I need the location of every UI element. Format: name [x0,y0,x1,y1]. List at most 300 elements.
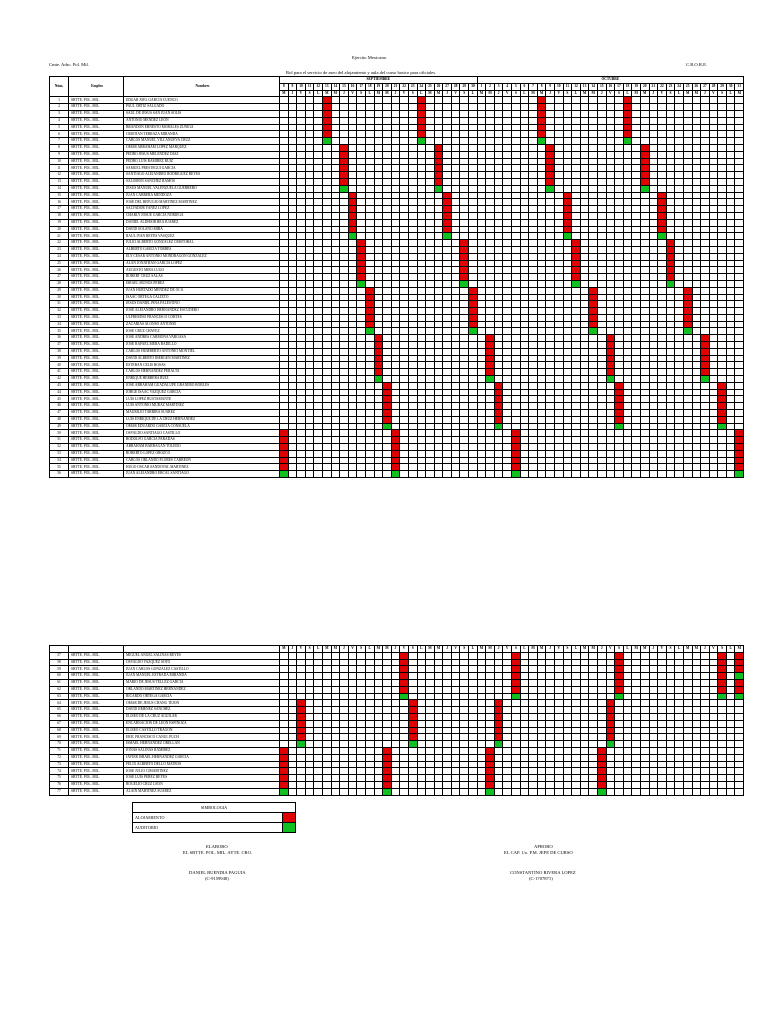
day-cell [477,444,486,451]
duty-cell-alojamiento [623,124,632,131]
day-cell [701,287,710,294]
day-cell [546,348,555,355]
day-cell [451,768,460,775]
day-cell [322,165,331,172]
duty-cell-alojamiento [391,450,400,457]
day-cell [486,117,495,124]
day-cell [529,416,538,423]
day-cell [400,403,409,410]
day-cell [288,138,297,145]
day-cell [529,342,538,349]
day-cell [649,97,658,104]
day-cell [477,165,486,172]
day-number-cell: 29 [460,83,469,90]
duty-cell-alojamiento [597,761,606,768]
day-cell [537,253,546,260]
day-cell [675,471,684,478]
duty-cell-alojamiento [391,430,400,437]
day-cell [529,471,538,478]
day-cell [692,666,701,673]
day-cell [426,165,435,172]
duty-cell-auditorio [615,693,624,700]
day-cell [726,768,735,775]
day-cell [340,328,349,335]
day-cell [640,673,649,680]
day-cell [615,151,624,158]
day-cell [658,727,667,734]
duty-cell-alojamiento [563,219,572,226]
day-cell [572,754,581,761]
day-cell [288,321,297,328]
duty-cell-auditorio [546,185,555,192]
day-cell [580,151,589,158]
day-cell [305,335,314,342]
day-cell [348,781,357,788]
day-cell [503,138,512,145]
day-cell [383,199,392,206]
day-cell [529,321,538,328]
day-cell [460,464,469,471]
day-cell [288,110,297,117]
day-cell [658,437,667,444]
day-cell [305,206,314,213]
day-cell [503,376,512,383]
row-name-cell: ORLANDO MARTINEZ HERNANDEZ [124,686,280,693]
row-number-cell: 15 [50,192,69,199]
day-cell [494,280,503,287]
day-cell [589,686,598,693]
day-cell [305,348,314,355]
day-cell [589,741,598,748]
duty-cell-alojamiento [486,754,495,761]
day-cell [357,321,366,328]
day-cell [408,666,417,673]
duty-cell-alojamiento [348,206,357,213]
day-cell [529,219,538,226]
row-number-cell: 75 [50,775,69,782]
day-cell [314,240,323,247]
day-cell [417,686,426,693]
duty-cell-alojamiento [374,342,383,349]
weekday-cell: L [623,646,632,653]
day-cell [357,185,366,192]
day-cell [529,686,538,693]
day-cell [632,679,641,686]
day-cell [563,280,572,287]
day-cell [348,97,357,104]
day-cell [503,253,512,260]
day-cell [314,423,323,430]
day-number-cell: 26 [434,83,443,90]
day-cell [280,178,289,185]
day-cell [512,775,521,782]
day-cell [383,158,392,165]
row-number-cell: 64 [50,700,69,707]
day-cell [400,754,409,761]
day-cell [666,212,675,219]
day-cell [701,775,710,782]
sig-right-id: (C-1707871) [529,876,553,881]
table-row [50,97,744,104]
day-cell [322,172,331,179]
day-cell [701,444,710,451]
day-cell [683,416,692,423]
day-cell [580,314,589,321]
row-rank-cell: SBTTE. POL. MIL. [69,450,124,457]
legend-swatch-green [283,823,296,833]
day-cell [701,233,710,240]
day-cell [718,233,727,240]
day-cell [692,185,701,192]
day-cell [426,212,435,219]
day-cell [469,274,478,281]
day-cell [563,178,572,185]
day-cell [623,713,632,720]
day-cell [726,410,735,417]
day-cell [555,151,564,158]
day-cell [572,734,581,741]
day-cell [675,151,684,158]
day-cell [580,287,589,294]
day-cell [365,151,374,158]
day-cell [615,775,624,782]
row-number-cell: 3 [50,110,69,117]
day-cell [383,720,392,727]
day-cell [555,707,564,714]
day-cell [477,144,486,151]
day-cell [305,172,314,179]
day-cell [718,151,727,158]
duty-cell-alojamiento [735,686,744,693]
day-cell [305,471,314,478]
day-cell [408,673,417,680]
day-cell [555,246,564,253]
day-cell [649,679,658,686]
row-rank-cell: SBTTE. POL. MIL. [69,131,124,138]
day-cell [460,713,469,720]
day-cell [606,219,615,226]
day-cell [537,457,546,464]
day-cell [623,240,632,247]
day-cell [658,138,667,145]
weekday-cell: M [589,646,598,653]
day-cell [503,151,512,158]
duty-cell-alojamiento [718,416,727,423]
row-rank-cell: SBTTE. POL. MIL. [69,172,124,179]
day-cell [512,246,521,253]
day-cell [632,151,641,158]
day-cell [589,362,598,369]
day-cell [297,192,306,199]
day-cell [314,199,323,206]
day-cell [434,457,443,464]
day-cell [494,308,503,315]
day-cell [451,131,460,138]
day-cell [408,686,417,693]
day-cell [683,199,692,206]
duty-cell-alojamiento [701,369,710,376]
duty-cell-alojamiento [589,314,598,321]
day-cell [692,212,701,219]
day-cell [692,240,701,247]
day-cell [486,720,495,727]
duty-cell-alojamiento [374,355,383,362]
day-cell [305,246,314,253]
duty-cell-alojamiento [417,131,426,138]
header-emp-cell: Empleo [69,77,124,97]
table-row [50,416,744,423]
day-cell [503,457,512,464]
day-cell [417,280,426,287]
row-number-cell: 37 [50,342,69,349]
day-cell [469,679,478,686]
day-cell [555,450,564,457]
row-number-cell: 70 [50,741,69,748]
duty-cell-auditorio [563,233,572,240]
day-cell [494,294,503,301]
day-cell [683,410,692,417]
day-cell [434,110,443,117]
day-cell [460,131,469,138]
day-cell [314,437,323,444]
day-number-cell: 11 [563,83,572,90]
day-cell [408,274,417,281]
day-cell [494,104,503,111]
duty-cell-alojamiento [469,294,478,301]
day-cell [460,355,469,362]
day-cell [658,355,667,362]
day-cell [280,287,289,294]
day-cell [726,240,735,247]
day-cell [597,673,606,680]
day-cell [735,781,744,788]
weekday-cell: S [408,646,417,653]
day-cell [340,457,349,464]
day-cell [374,226,383,233]
day-cell [503,659,512,666]
day-cell [400,219,409,226]
day-cell [683,274,692,281]
day-cell [503,172,512,179]
row-name-cell: JOSE RAFAEL MERA BADILLO [124,342,280,349]
day-cell [726,437,735,444]
day-cell [494,652,503,659]
day-cell [512,403,521,410]
legend-swatch-red [283,813,296,823]
day-cell [580,301,589,308]
row-number-cell: 72 [50,754,69,761]
duty-cell-alojamiento [589,287,598,294]
day-cell [280,144,289,151]
day-cell [357,700,366,707]
day-cell [434,727,443,734]
day-cell [400,192,409,199]
day-cell [675,369,684,376]
row-number-cell: 68 [50,727,69,734]
table-row [50,117,744,124]
day-cell [555,362,564,369]
day-cell [400,260,409,267]
day-cell [417,707,426,714]
day-cell [623,761,632,768]
day-cell [666,110,675,117]
day-cell [451,788,460,795]
day-cell [426,185,435,192]
day-cell [503,382,512,389]
day-cell [374,206,383,213]
day-cell [305,410,314,417]
duty-cell-alojamiento [615,382,624,389]
day-cell [606,464,615,471]
day-cell [718,124,727,131]
day-cell [400,382,409,389]
weekday-cell: J [546,646,555,653]
day-cell [357,754,366,761]
day-cell [640,246,649,253]
row-rank-cell: SBTTE. POL. MIL. [69,260,124,267]
day-cell [623,693,632,700]
day-cell [563,314,572,321]
day-cell [555,280,564,287]
weekday-cell: J [649,646,658,653]
day-cell [537,144,546,151]
day-cell [563,342,572,349]
day-cell [288,707,297,714]
day-cell [718,348,727,355]
day-cell [735,253,744,260]
day-cell [735,151,744,158]
day-cell [460,110,469,117]
day-cell [357,666,366,673]
day-cell [477,396,486,403]
row-name-cell: CRISTIAN TERRAZA MIRANDA [124,131,280,138]
day-cell [280,124,289,131]
day-cell [340,253,349,260]
day-cell [735,376,744,383]
day-cell [305,382,314,389]
day-cell [683,253,692,260]
day-cell [434,686,443,693]
table-row [50,321,744,328]
day-cell [529,246,538,253]
day-cell [280,673,289,680]
day-cell [701,138,710,145]
day-cell [280,403,289,410]
day-cell [348,727,357,734]
day-cell [374,328,383,335]
day-cell [563,720,572,727]
weekday-cell: L [417,90,426,97]
weekday-cell: L [520,90,529,97]
day-cell [434,308,443,315]
day-cell [520,267,529,274]
day-cell [503,734,512,741]
day-cell [451,117,460,124]
day-cell [451,335,460,342]
day-cell [709,775,718,782]
day-cell [623,727,632,734]
day-cell [597,734,606,741]
day-cell [322,450,331,457]
day-cell [331,253,340,260]
day-cell [314,775,323,782]
row-number-cell: 47 [50,410,69,417]
day-cell [675,260,684,267]
day-cell [606,410,615,417]
day-cell [555,110,564,117]
day-cell [520,747,529,754]
day-cell [701,659,710,666]
day-cell [365,206,374,213]
day-cell [709,185,718,192]
day-number-cell: 6 [520,83,529,90]
day-cell [666,287,675,294]
day-cell [374,151,383,158]
day-cell [340,226,349,233]
day-cell [486,240,495,247]
day-cell [555,464,564,471]
day-cell [529,185,538,192]
day-number-cell: 12 [572,83,581,90]
day-cell [357,294,366,301]
row-name-cell: JUAN CARLOS GONZALEZ CASTILLO [124,666,280,673]
day-cell [735,362,744,369]
duty-cell-alojamiento [615,666,624,673]
day-cell [486,138,495,145]
day-cell [400,110,409,117]
day-cell [434,444,443,451]
day-cell [434,97,443,104]
duty-cell-alojamiento [322,97,331,104]
day-cell [357,131,366,138]
day-cell [735,131,744,138]
month-oct-label: OCTUBRE [477,77,743,84]
day-cell [314,335,323,342]
day-cell [331,457,340,464]
day-cell [683,355,692,362]
day-cell [529,369,538,376]
day-cell [589,131,598,138]
day-cell [726,348,735,355]
day-cell [555,410,564,417]
day-cell [649,666,658,673]
day-cell [606,423,615,430]
duty-cell-alojamiento [486,355,495,362]
day-cell [623,423,632,430]
table-row [50,144,744,151]
row-name-cell: LUIS LOPEZ BUSTAMANTE [124,396,280,403]
day-cell [434,117,443,124]
day-cell [709,686,718,693]
day-cell [597,403,606,410]
day-cell [305,666,314,673]
day-cell [305,104,314,111]
day-cell [589,450,598,457]
day-cell [683,206,692,213]
day-cell [623,274,632,281]
duty-cell-alojamiento [400,686,409,693]
day-cell [589,775,598,782]
day-cell [546,464,555,471]
day-cell [632,219,641,226]
day-cell [494,348,503,355]
day-cell [735,246,744,253]
day-cell [408,138,417,145]
day-cell [426,707,435,714]
day-cell [408,240,417,247]
day-cell [314,693,323,700]
day-cell [623,321,632,328]
